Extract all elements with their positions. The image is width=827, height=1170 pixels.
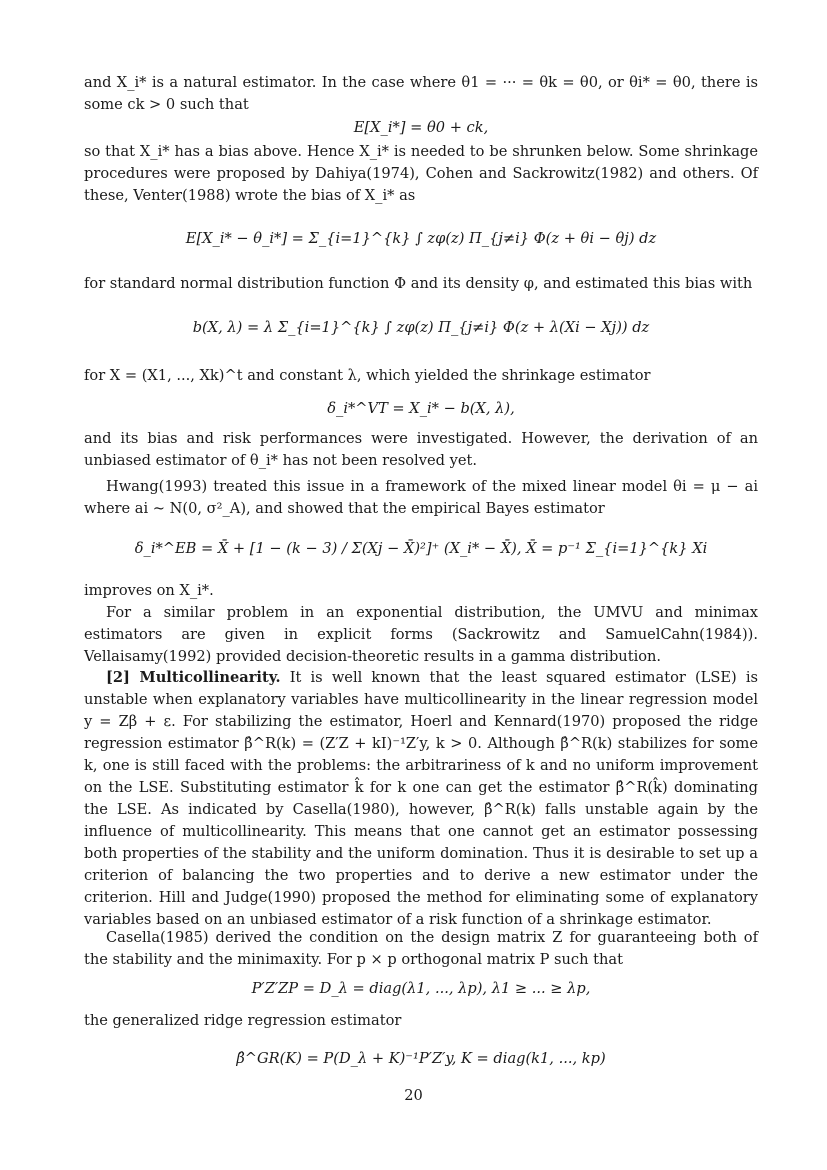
- paragraph-3: for standard normal distribution function Φ and its density φ, and estimated this bias with: [84, 275, 753, 292]
- paragraph-2: so that X_i* has a bias above. Hence X_i* is needed to be shrunken below. Some shrinkage procedures were proposed by Dahiya(1974), Cohen and Sackrowitz(1982) and others. Of these, Venter(1988) wrote the bias of X_i* as: [84, 143, 758, 204]
- paragraph-4: for X = (X1, ..., Xk)^t and constant λ, which yielded the shrinkage estimator: [84, 367, 651, 384]
- paragraph-8: For a similar problem in an exponential distribution, the UMVU and minimax estimators are given in explicit forms (Sackrowitz and SamuelCahn(1984)). Vellaisamy(1992) provided decision-theoretic results in a gamma distribution.: [84, 604, 758, 665]
- paragraph-5: and its bias and risk performances were investigated. However, the derivation of an unbiased estimator of θ_i* has not been resolved yet.: [84, 430, 758, 469]
- equation-6: P′Z′ZP = D_λ = diag(λ1, ..., λp), λ1 ≥ ... ≥ λp,: [251, 980, 591, 997]
- paragraph-1: and X_i* is a natural estimator. In the case where θ1 = ··· = θk = θ0, or θi* = θ0, there is some ck > 0 such that: [84, 74, 758, 113]
- section-heading-multicollinearity: [2] Multicollinearity.: [106, 669, 281, 686]
- equation-7: β̂^GR(K) = P(D_λ + K)⁻¹P′Z′y, K = diag(k1, ..., kp): [236, 1050, 606, 1067]
- paragraph-9-text: It is well known that the least squared estimator (LSE) is unstable when explanatory variables have multicollinearity in the linear regression model y = Zβ + ε. For stabilizing the estimator, Hoerl and Kennard(1970) proposed the ridge regression estimator β̂^R(k) = (Z′Z + kI)⁻¹Z′y, k > 0. Although β̂^R(k) stabilizes for some k, one is still faced with the problems: the arbitrariness of k and no uniform improvement on the LSE. Substituting estimator k̂ for k one can get the estimator β̂^R(k̂) dominating the LSE. As indicated by Casella(1980), however, β̂^R(k) falls unstable again by the influence of multicollinearity. This means that one cannot get an estimator possessing both properties of the stability and the uniform domination. Thus it is desirable to set up a criterion of balancing the two properties and to derive a new estimator under the criterion. Hill and Judge(1990) proposed the method for eliminating some of explanatory variables based on an unbiased estimator of a risk function of a shrinkage estimator.: [84, 669, 758, 928]
- page-number: 20: [404, 1087, 423, 1104]
- paragraph-9: [84, 667, 758, 931]
- equation-3: b(X, λ) = λ Σ_{i=1}^{k} ∫ zφ(z) Π_{j≠i} Φ(z + λ(Xi − Xj)) dz: [192, 319, 650, 336]
- equation-4: δ_i*^VT = X_i* − b(X, λ),: [327, 400, 515, 417]
- paragraph-7: improves on X_i*.: [84, 582, 214, 599]
- equation-5: δ_i*^EB = X̄ + [1 − (k − 3) / Σ(Xj − X̄)²]⁺ (X_i* − X̄), X̄ = p⁻¹ Σ_{i=1}^{k} Xi: [134, 540, 708, 557]
- equation-1: E[X_i*] = θ0 + ck,: [353, 119, 489, 136]
- paragraph-11: the generalized ridge regression estimator: [84, 1012, 402, 1029]
- paragraph-10: Casella(1985) derived the condition on the design matrix Z for guaranteeing both of the stability and the minimaxity. For p × p orthogonal matrix P such that: [84, 929, 758, 968]
- equation-2: E[X_i* − θ_i*] = Σ_{i=1}^{k} ∫ zφ(z) Π_{j≠i} Φ(z + θi − θj) dz: [185, 230, 657, 247]
- paragraph-6: Hwang(1993) treated this issue in a framework of the mixed linear model θi = μ − ai where ai ~ N(0, σ²_A), and showed that the empirical Bayes estimator: [84, 478, 758, 517]
